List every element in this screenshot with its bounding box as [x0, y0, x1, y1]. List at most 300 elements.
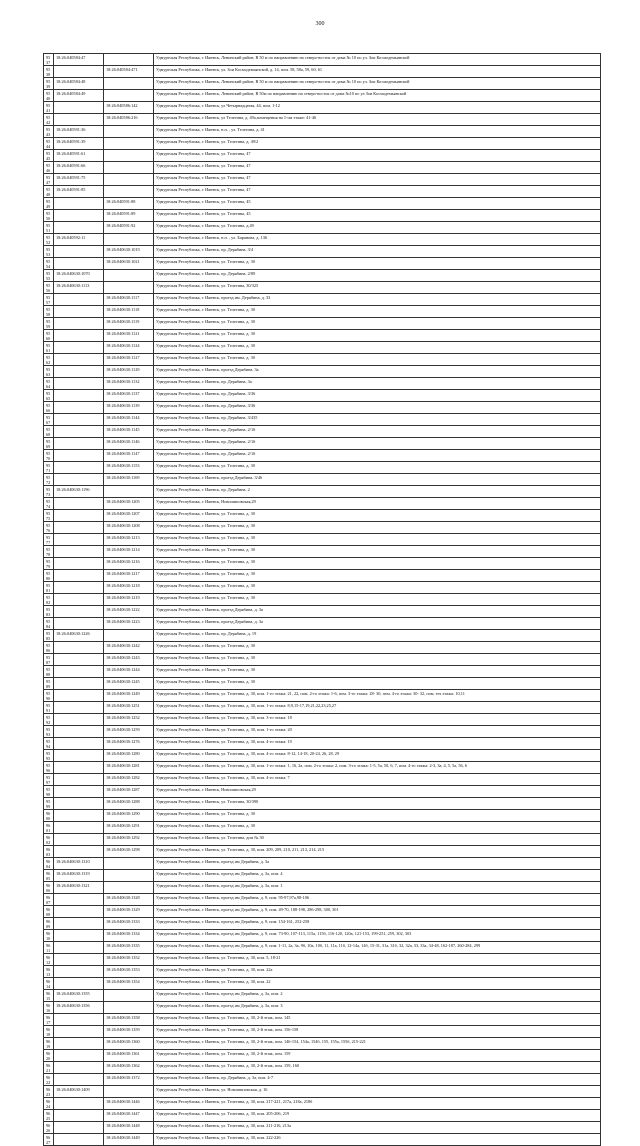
object-cadastral-number	[104, 54, 154, 66]
table-row	[44, 1002, 601, 1014]
land-cadastral-number	[54, 426, 104, 438]
table-row	[44, 378, 601, 390]
row-number: 9612	[44, 954, 54, 966]
address: Удмуртская Республика, г. Ижевск, ул. Телегина, д. 30, пом. 22а	[154, 966, 601, 978]
table-row	[44, 738, 601, 750]
land-cadastral-number: 18:26:040584:48	[54, 78, 104, 90]
row-number: 9580	[44, 570, 54, 582]
address: Удмуртская Республика, г. Ижевск, ул. Телегина, д. 30	[154, 654, 601, 666]
table-row	[44, 666, 601, 678]
object-cadastral-number: 18:26:040630:1139	[104, 402, 154, 414]
object-cadastral-number	[104, 282, 154, 294]
row-number: 9550	[44, 210, 54, 222]
table-row	[44, 390, 601, 402]
land-cadastral-number	[54, 198, 104, 210]
land-cadastral-number	[54, 474, 104, 486]
land-cadastral-number	[54, 366, 104, 378]
table-row	[44, 690, 601, 702]
address: Удмуртская Республика, г. Ижевск, Ленинский район, В 50м по направлению на северо-восток от дома №10 по ул Зои Космодемьянской	[154, 90, 601, 102]
land-cadastral-number	[54, 570, 104, 582]
address: Удмуртская Республика, г. Ижевск, ул. Телегина, 30/390	[154, 798, 601, 810]
land-cadastral-number	[54, 642, 104, 654]
row-number: 9605	[44, 870, 54, 882]
table-row	[44, 90, 601, 102]
address: Удмуртская Республика, г. Ижевск, ул. Телегина, д. 30, пом. 5, 18-21	[154, 954, 601, 966]
table-row	[44, 330, 601, 342]
object-cadastral-number: 18:26:040630:1129	[104, 366, 154, 378]
row-number: 9542	[44, 114, 54, 126]
row-number: 9565	[44, 390, 54, 402]
object-cadastral-number: 18:26:040630:1244	[104, 666, 154, 678]
address: Удмуртская Республика, г. Ижевск, проезд им Дерябина, д. 3а, пом. 3	[154, 1002, 601, 1014]
address: Удмуртская Республика, г. Ижевск, ул. Телегина, 47	[154, 186, 601, 198]
land-cadastral-number	[54, 618, 104, 630]
object-cadastral-number: 18:26:040630:1352	[104, 954, 154, 966]
table-row	[44, 822, 601, 834]
row-number: 9591	[44, 702, 54, 714]
address: Удмуртская Республика, г. Ижевск, ул. Телегина, д. 30, пом. 1-го этажа: 21, 22, пом. 2-го этажа: 1-6, пом. 3-го этажа: 28- 30, пом. 4-го этажа: 30- 32, пом. тех.этажа: 10,11	[154, 690, 601, 702]
object-cadastral-number: 18:26:040630:1127	[104, 354, 154, 366]
object-cadastral-number	[104, 90, 154, 102]
land-cadastral-number: 18:26:040591:36	[54, 126, 104, 138]
table-row	[44, 594, 601, 606]
object-cadastral-number: 18:26:040630:1287	[104, 786, 154, 798]
address: Удмуртская Республика, г. Ижевск, проезд им Дерябина, д. 3а, пом. 2	[154, 990, 601, 1002]
object-cadastral-number: 18:26:040630:1361	[104, 1050, 154, 1062]
address: Удмуртская Республика, г. Ижевск, пр. Дерябина, д. 3а, пом. 4-7	[154, 1074, 601, 1086]
address: Удмуртская Республика, г. Ижевск, ул. Телегина, д. 30, пом. 4-го этажа: 19	[154, 738, 601, 750]
land-cadastral-number	[54, 942, 104, 954]
land-cadastral-number: 18:26:040591:61	[54, 150, 104, 162]
land-cadastral-number	[54, 894, 104, 906]
land-cadastral-number	[54, 498, 104, 510]
address: Удмуртская Республика, г. Ижевск, ул. Телегина, д. 30, пом. 205-206, 219	[154, 1110, 601, 1122]
object-cadastral-number: 18:26:040630:1249	[104, 690, 154, 702]
object-cadastral-number: 18:26:040630:1251	[104, 702, 154, 714]
table-row	[44, 318, 601, 330]
table-row	[44, 426, 601, 438]
row-number: 9571	[44, 462, 54, 474]
address: Удмуртская Республика, г. Ижевск, проезд им Дерябина, д. 3а, пом. 4	[154, 870, 601, 882]
table-row	[44, 78, 601, 90]
address: Удмуртская Республика, г. Ижевск, ул. Телегина, 30/325	[154, 282, 601, 294]
table-row	[44, 102, 601, 114]
address: Удмуртская Республика, г. Ижевск, ул. Телегина, 45	[154, 210, 601, 222]
table-row	[44, 522, 601, 534]
table-row	[44, 606, 601, 618]
land-cadastral-number: 18:26:040584:49	[54, 90, 104, 102]
object-cadastral-number: 18:26:040630:1291	[104, 822, 154, 834]
address: Удмуртская Республика, г. Ижевск, ул. Телегина, д. 30	[154, 510, 601, 522]
row-number: 9618	[44, 1026, 54, 1038]
address: Удмуртская Республика, г. Ижевск, ул. Телегина, д. 30	[154, 534, 601, 546]
object-cadastral-number: 18:26:040630:1449	[104, 1134, 154, 1146]
object-cadastral-number: 18:26:040630:1169	[104, 474, 154, 486]
land-cadastral-number	[54, 1050, 104, 1062]
land-cadastral-number: 18:26:040591:75	[54, 174, 104, 186]
land-cadastral-number	[54, 1110, 104, 1122]
land-cadastral-number	[54, 1026, 104, 1038]
land-cadastral-number	[54, 678, 104, 690]
land-cadastral-number	[54, 978, 104, 990]
object-cadastral-number	[104, 630, 154, 642]
address: Удмуртская Республика, г. Ижевск, ул. Телегина, д. 30	[154, 330, 601, 342]
row-number: 9620	[44, 1050, 54, 1062]
land-cadastral-number	[54, 930, 104, 942]
row-number: 9597	[44, 774, 54, 786]
row-number: 9566	[44, 402, 54, 414]
address: Удмуртская Республика, г. Ижевск, ул. Телегина, д. 30, пом. 1-го этажа: 20	[154, 726, 601, 738]
address: Удмуртская Республика, г. Ижевск, ул. Телегина, д. 30	[154, 306, 601, 318]
table-row	[44, 1062, 601, 1074]
table-row	[44, 702, 601, 714]
table-row	[44, 222, 601, 234]
object-cadastral-number: 18:26:040630:1334	[104, 930, 154, 942]
address: Удмуртская Республика, г. Ижевск, ул. Телегина, д. 30, пом. 222-226	[154, 1134, 601, 1146]
table-row	[44, 54, 601, 66]
table-row	[44, 978, 601, 990]
address: Удмуртская Республика, г. Ижевск, ул Четырнадцатая, 44, пом. 1-12	[154, 102, 601, 114]
table-row	[44, 786, 601, 798]
land-cadastral-number: 18:26:040630:1196	[54, 486, 104, 498]
row-number: 9585	[44, 630, 54, 642]
row-number: 9622	[44, 1074, 54, 1086]
object-cadastral-number: 18:26:040630:1132	[104, 378, 154, 390]
object-cadastral-number: 18:26:040630:1447	[104, 1110, 154, 1122]
object-cadastral-number: 18:26:040630:1218	[104, 582, 154, 594]
land-cadastral-number	[54, 522, 104, 534]
table-row	[44, 450, 601, 462]
table-row	[44, 726, 601, 738]
row-number: 9599	[44, 798, 54, 810]
object-cadastral-number: 18:26:040630:1219	[104, 594, 154, 606]
land-cadastral-number	[54, 1098, 104, 1110]
land-cadastral-number	[54, 378, 104, 390]
land-cadastral-number	[54, 738, 104, 750]
table-row	[44, 762, 601, 774]
table-row	[44, 498, 601, 510]
address: Удмуртская Республика, г. Ижевск, ул. Телегина, д. 30, пом. 1-го этажа: 8,9,15-17,19,21,22,23,25,27	[154, 702, 601, 714]
address: Удмуртская Республика, г. Ижевск, ул Телегина, д. 49а,помещения на 1-ом этаже: 41-46	[154, 114, 601, 126]
object-cadastral-number	[104, 186, 154, 198]
table-row	[44, 906, 601, 918]
land-cadastral-number	[54, 654, 104, 666]
table-row	[44, 846, 601, 858]
land-cadastral-number	[54, 786, 104, 798]
row-number: 9619	[44, 1038, 54, 1050]
land-cadastral-number: 18:26:040630:1310	[54, 858, 104, 870]
address: Удмуртская Республика, г. Ижевск, ул. Телегина, д. 30, пом. 211-216, 213а	[154, 1122, 601, 1134]
address: Удмуртская Республика, г. Ижевск, ул. Телегина, д. 30	[154, 342, 601, 354]
land-cadastral-number	[54, 1134, 104, 1146]
address: Удмуртская Республика, г. Ижевск, ул. Телегина, д. 30	[154, 558, 601, 570]
row-number: 9572	[44, 474, 54, 486]
row-number: 9613	[44, 966, 54, 978]
land-cadastral-number	[54, 822, 104, 834]
land-cadastral-number	[54, 114, 104, 126]
table-row	[44, 618, 601, 630]
row-number: 9563	[44, 366, 54, 378]
object-cadastral-number: 18:26:040630:1372	[104, 1074, 154, 1086]
table-row	[44, 942, 601, 954]
table-row	[44, 882, 601, 894]
address: Удмуртская Республика, г. Ижевск, ул. Телегина, д. 30, пом. 4-го этажа: 7	[154, 774, 601, 786]
object-cadastral-number: 18:26:040630:1328	[104, 894, 154, 906]
object-cadastral-number: 18:26:040630:1146	[104, 438, 154, 450]
land-cadastral-number	[54, 402, 104, 414]
table-row	[44, 534, 601, 546]
table-row	[44, 582, 601, 594]
table-row	[44, 462, 601, 474]
table-row	[44, 774, 601, 786]
table-row	[44, 414, 601, 426]
address: Удмуртская Республика, г. Ижевск, пр. Дерябина, 2/89	[154, 270, 601, 282]
table-row	[44, 1038, 601, 1050]
row-number: 9575	[44, 510, 54, 522]
table-row	[44, 282, 601, 294]
row-number: 9583	[44, 606, 54, 618]
object-cadastral-number: 18:26:040630:1223	[104, 618, 154, 630]
row-number: 9581	[44, 582, 54, 594]
land-cadastral-number	[54, 966, 104, 978]
object-cadastral-number: 18:26:040630:1144	[104, 414, 154, 426]
address: Удмуртская Республика, г. Ижевск, пр. Дерябина, 3/435	[154, 414, 601, 426]
object-cadastral-number: 18:26:040630:1276	[104, 738, 154, 750]
row-number: 9615	[44, 990, 54, 1002]
row-number: 9552	[44, 234, 54, 246]
land-cadastral-number	[54, 1062, 104, 1074]
land-cadastral-number: 18:26:040630:1226	[54, 630, 104, 642]
address: Удмуртская Республика, г. Ижевск, ул. Телегина, д. 30	[154, 666, 601, 678]
land-cadastral-number	[54, 1122, 104, 1134]
address: Удмуртская Республика, г. Ижевск, ул. Телегина, 47	[154, 150, 601, 162]
land-cadastral-number	[54, 1014, 104, 1026]
address: Удмуртская Республика, г. Ижевск, Новошиповская,29	[154, 498, 601, 510]
table-row	[44, 546, 601, 558]
address: Удмуртская Республика, г. Ижевск, пр. Дерябина, 3/4	[154, 246, 601, 258]
table-row	[44, 258, 601, 270]
row-number: 9606	[44, 882, 54, 894]
table-row	[44, 1026, 601, 1038]
table-row	[44, 486, 601, 498]
row-number: 9562	[44, 354, 54, 366]
object-cadastral-number	[104, 882, 154, 894]
land-cadastral-number	[54, 810, 104, 822]
land-cadastral-number	[54, 450, 104, 462]
row-number: 9588	[44, 666, 54, 678]
address: Удмуртская Республика, г. Ижевск, ул. Телегина, д. 30, 2-й этаж, пом. 156-158	[154, 1026, 601, 1038]
address: Удмуртская Республика, г. Ижевск, ул. Телегина, д. 30	[154, 822, 601, 834]
address: Удмуртская Республика, г. Ижевск, проезд им Дерябина, д. 3а, пом. 1	[154, 882, 601, 894]
land-cadastral-number	[54, 834, 104, 846]
land-cadastral-number	[54, 66, 104, 78]
land-cadastral-number	[54, 702, 104, 714]
table-row	[44, 1098, 601, 1110]
land-cadastral-number: 18:26:040630:1070	[54, 270, 104, 282]
row-number: 9617	[44, 1014, 54, 1026]
object-cadastral-number: 18:26:040630:1118	[104, 306, 154, 318]
table-row	[44, 1050, 601, 1062]
row-number: 9621	[44, 1062, 54, 1074]
land-cadastral-number	[54, 546, 104, 558]
land-cadastral-number	[54, 354, 104, 366]
row-number: 9551	[44, 222, 54, 234]
table-row	[44, 630, 601, 642]
land-cadastral-number: 18:26:040630:1409	[54, 1086, 104, 1098]
land-cadastral-number	[54, 918, 104, 930]
row-number: 9609	[44, 918, 54, 930]
object-cadastral-number: 18:26:040630:1298	[104, 846, 154, 858]
table-row	[44, 66, 601, 78]
table-row	[44, 174, 601, 186]
table-row	[44, 930, 601, 942]
table-row	[44, 270, 601, 282]
land-cadastral-number	[54, 798, 104, 810]
row-number: 9537	[44, 54, 54, 66]
row-number: 9546	[44, 162, 54, 174]
object-cadastral-number: 18:26:040586:142	[104, 102, 154, 114]
row-number: 9541	[44, 102, 54, 114]
land-cadastral-number	[54, 774, 104, 786]
address: Удмуртская Республика, г. Ижевск, Ленинский район, В 50 м по направлению на северо-восток от дома № 10 по ул. Зои Космодемьянской	[154, 78, 601, 90]
address: Удмуртская Республика, г. Ижевск, ул. Телегина, д. 30, пом. 209, 209, 210, 211, 213, 214, 215	[154, 846, 601, 858]
row-number: 9559	[44, 318, 54, 330]
table-row	[44, 114, 601, 126]
table-row	[44, 138, 601, 150]
land-cadastral-number	[54, 594, 104, 606]
table-row	[44, 678, 601, 690]
object-cadastral-number: 18:26:040630:1292	[104, 834, 154, 846]
object-cadastral-number: 18:26:040630:1329	[104, 906, 154, 918]
land-cadastral-number	[54, 222, 104, 234]
row-number: 9564	[44, 378, 54, 390]
row-number: 9600	[44, 810, 54, 822]
object-cadastral-number: 18:26:040630:1205	[104, 498, 154, 510]
address: Удмуртская Республика, г. Ижевск, ул. Телегина, д. 30, 2-й этаж, пом. 159, 160	[154, 1062, 601, 1074]
land-cadastral-number	[54, 690, 104, 702]
row-number: 9556	[44, 282, 54, 294]
address: Удмуртская Республика, г. Ижевск, ул. Телегина, 47	[154, 162, 601, 174]
row-number: 9540	[44, 90, 54, 102]
address: Удмуртская Республика, г. Ижевск, ул. Телегина, д. 30, пом. 3-го этажа: 18	[154, 714, 601, 726]
land-cadastral-number	[54, 462, 104, 474]
address: Удмуртская Республика, г. Ижевск, ул. Телегина, д.49	[154, 222, 601, 234]
row-number: 9549	[44, 198, 54, 210]
object-cadastral-number: 18:26:040630:1117	[104, 294, 154, 306]
object-cadastral-number	[104, 1086, 154, 1098]
object-cadastral-number: 18:26:040630:1333	[104, 918, 154, 930]
land-cadastral-number	[54, 714, 104, 726]
row-number: 9570	[44, 450, 54, 462]
table-row	[44, 366, 601, 378]
row-number: 9603	[44, 846, 54, 858]
land-cadastral-number: 18:26:040630:1355	[54, 990, 104, 1002]
row-number: 9582	[44, 594, 54, 606]
object-cadastral-number: 18:26:040630:1207	[104, 510, 154, 522]
address: Удмуртская Республика, г. Ижевск, пр. Дерябина, 2/16	[154, 450, 601, 462]
table-row	[44, 294, 601, 306]
row-number: 9590	[44, 690, 54, 702]
object-cadastral-number	[104, 990, 154, 1002]
row-number: 9538	[44, 66, 54, 78]
address: Удмуртская Республика, г. Ижевск, ул. Телегина, д. 30	[154, 522, 601, 534]
object-cadastral-number: 18:26:040630:1019	[104, 246, 154, 258]
land-cadastral-number	[54, 318, 104, 330]
object-cadastral-number: 18:26:040630:1124	[104, 342, 154, 354]
object-cadastral-number: 18:26:040630:1216	[104, 558, 154, 570]
address: Удмуртская Республика, г. Ижевск, ул. Телегина, д. 30	[154, 318, 601, 330]
address: Удмуртская Республика, г. Ижевск, ул. Телегина, д. 30	[154, 570, 601, 582]
table-row	[44, 402, 601, 414]
land-cadastral-number: 18:26:040584:47	[54, 54, 104, 66]
row-number: 9595	[44, 750, 54, 762]
address: Удмуртская Республика, г. Ижевск, ул. Телегина, д. 30	[154, 582, 601, 594]
row-number: 9574	[44, 498, 54, 510]
object-cadastral-number: 18:26:040586:216	[104, 114, 154, 126]
object-cadastral-number: 18:26:040630:1259	[104, 726, 154, 738]
table-row	[44, 186, 601, 198]
object-cadastral-number: 18:26:040630:1280	[104, 750, 154, 762]
address: Удмуртская Республика, г. Ижевск, ул. Телегина, д. 30, пом. 217-221, 217а, 218а, 218б	[154, 1098, 601, 1110]
address: Удмуртская Республика, г. Ижевск, ул. Телегина, д. 30	[154, 594, 601, 606]
table-row	[44, 246, 601, 258]
object-cadastral-number: 18:26:040630:1213	[104, 534, 154, 546]
table-row	[44, 162, 601, 174]
address: Удмуртская Республика, г. Ижевск, проезд им Дерябина, д. 9, пом. 73-90, 107-113, 115а, 115б, 116-120, 120а, 121-153, 199-251, 259, 302, 303	[154, 930, 601, 942]
row-number: 9584	[44, 618, 54, 630]
address: Удмуртская Республика, г. Ижевск, проезд им. Дерябина, д. 33	[154, 294, 601, 306]
row-number: 9577	[44, 534, 54, 546]
table-row	[44, 1122, 601, 1134]
land-cadastral-number: 18:26:040630:1356	[54, 1002, 104, 1014]
object-cadastral-number: 18:26:040630:1281	[104, 762, 154, 774]
row-number: 9561	[44, 342, 54, 354]
land-cadastral-number: 18:26:040591:66	[54, 162, 104, 174]
land-cadastral-number	[54, 1074, 104, 1086]
object-cadastral-number: 18:26:040584:471	[104, 66, 154, 78]
row-number: 9569	[44, 438, 54, 450]
row-number: 9576	[44, 522, 54, 534]
object-cadastral-number: 18:26:040591:92	[104, 222, 154, 234]
row-number: 9589	[44, 678, 54, 690]
row-number: 9539	[44, 78, 54, 90]
address: Удмуртская Республика, г. Ижевск, ул. Телегина, д. 30, 2-й этаж, пом. 159	[154, 1050, 601, 1062]
land-cadastral-number	[54, 510, 104, 522]
object-cadastral-number: 18:26:040630:1290	[104, 810, 154, 822]
row-number: 9616	[44, 1002, 54, 1014]
land-cadastral-number	[54, 606, 104, 618]
table-row	[44, 1086, 601, 1098]
object-cadastral-number: 18:26:040630:1217	[104, 570, 154, 582]
land-cadastral-number	[54, 210, 104, 222]
row-number: 9578	[44, 546, 54, 558]
table-row	[44, 510, 601, 522]
row-number: 9567	[44, 414, 54, 426]
table-row	[44, 966, 601, 978]
row-number: 9601	[44, 822, 54, 834]
table-row	[44, 642, 601, 654]
address: Удмуртская Республика, г. Ижевск, проезд им Дерябина, д. 9, пом. 154-161, 252-258	[154, 918, 601, 930]
table-row	[44, 1014, 601, 1026]
object-cadastral-number: 18:26:040630:1153	[104, 462, 154, 474]
address: Удмуртская Республика, г. Ижевск, проезд им Дерябина, д. 9, пом. 1-11, 2а, 3а, 9б, 10а, 10б, 11, 11а, 11б, 12-14а, 14б, 15-31, 31а, 31б, 32, 32а, 33, 33а, 34-48, 162-187, 260-284, 299	[154, 942, 601, 954]
object-cadastral-number: 18:26:040630:1137	[104, 390, 154, 402]
object-cadastral-number	[104, 234, 154, 246]
row-number: 9547	[44, 174, 54, 186]
land-cadastral-number	[54, 330, 104, 342]
object-cadastral-number: 18:26:040630:1145	[104, 426, 154, 438]
land-cadastral-number	[54, 726, 104, 738]
